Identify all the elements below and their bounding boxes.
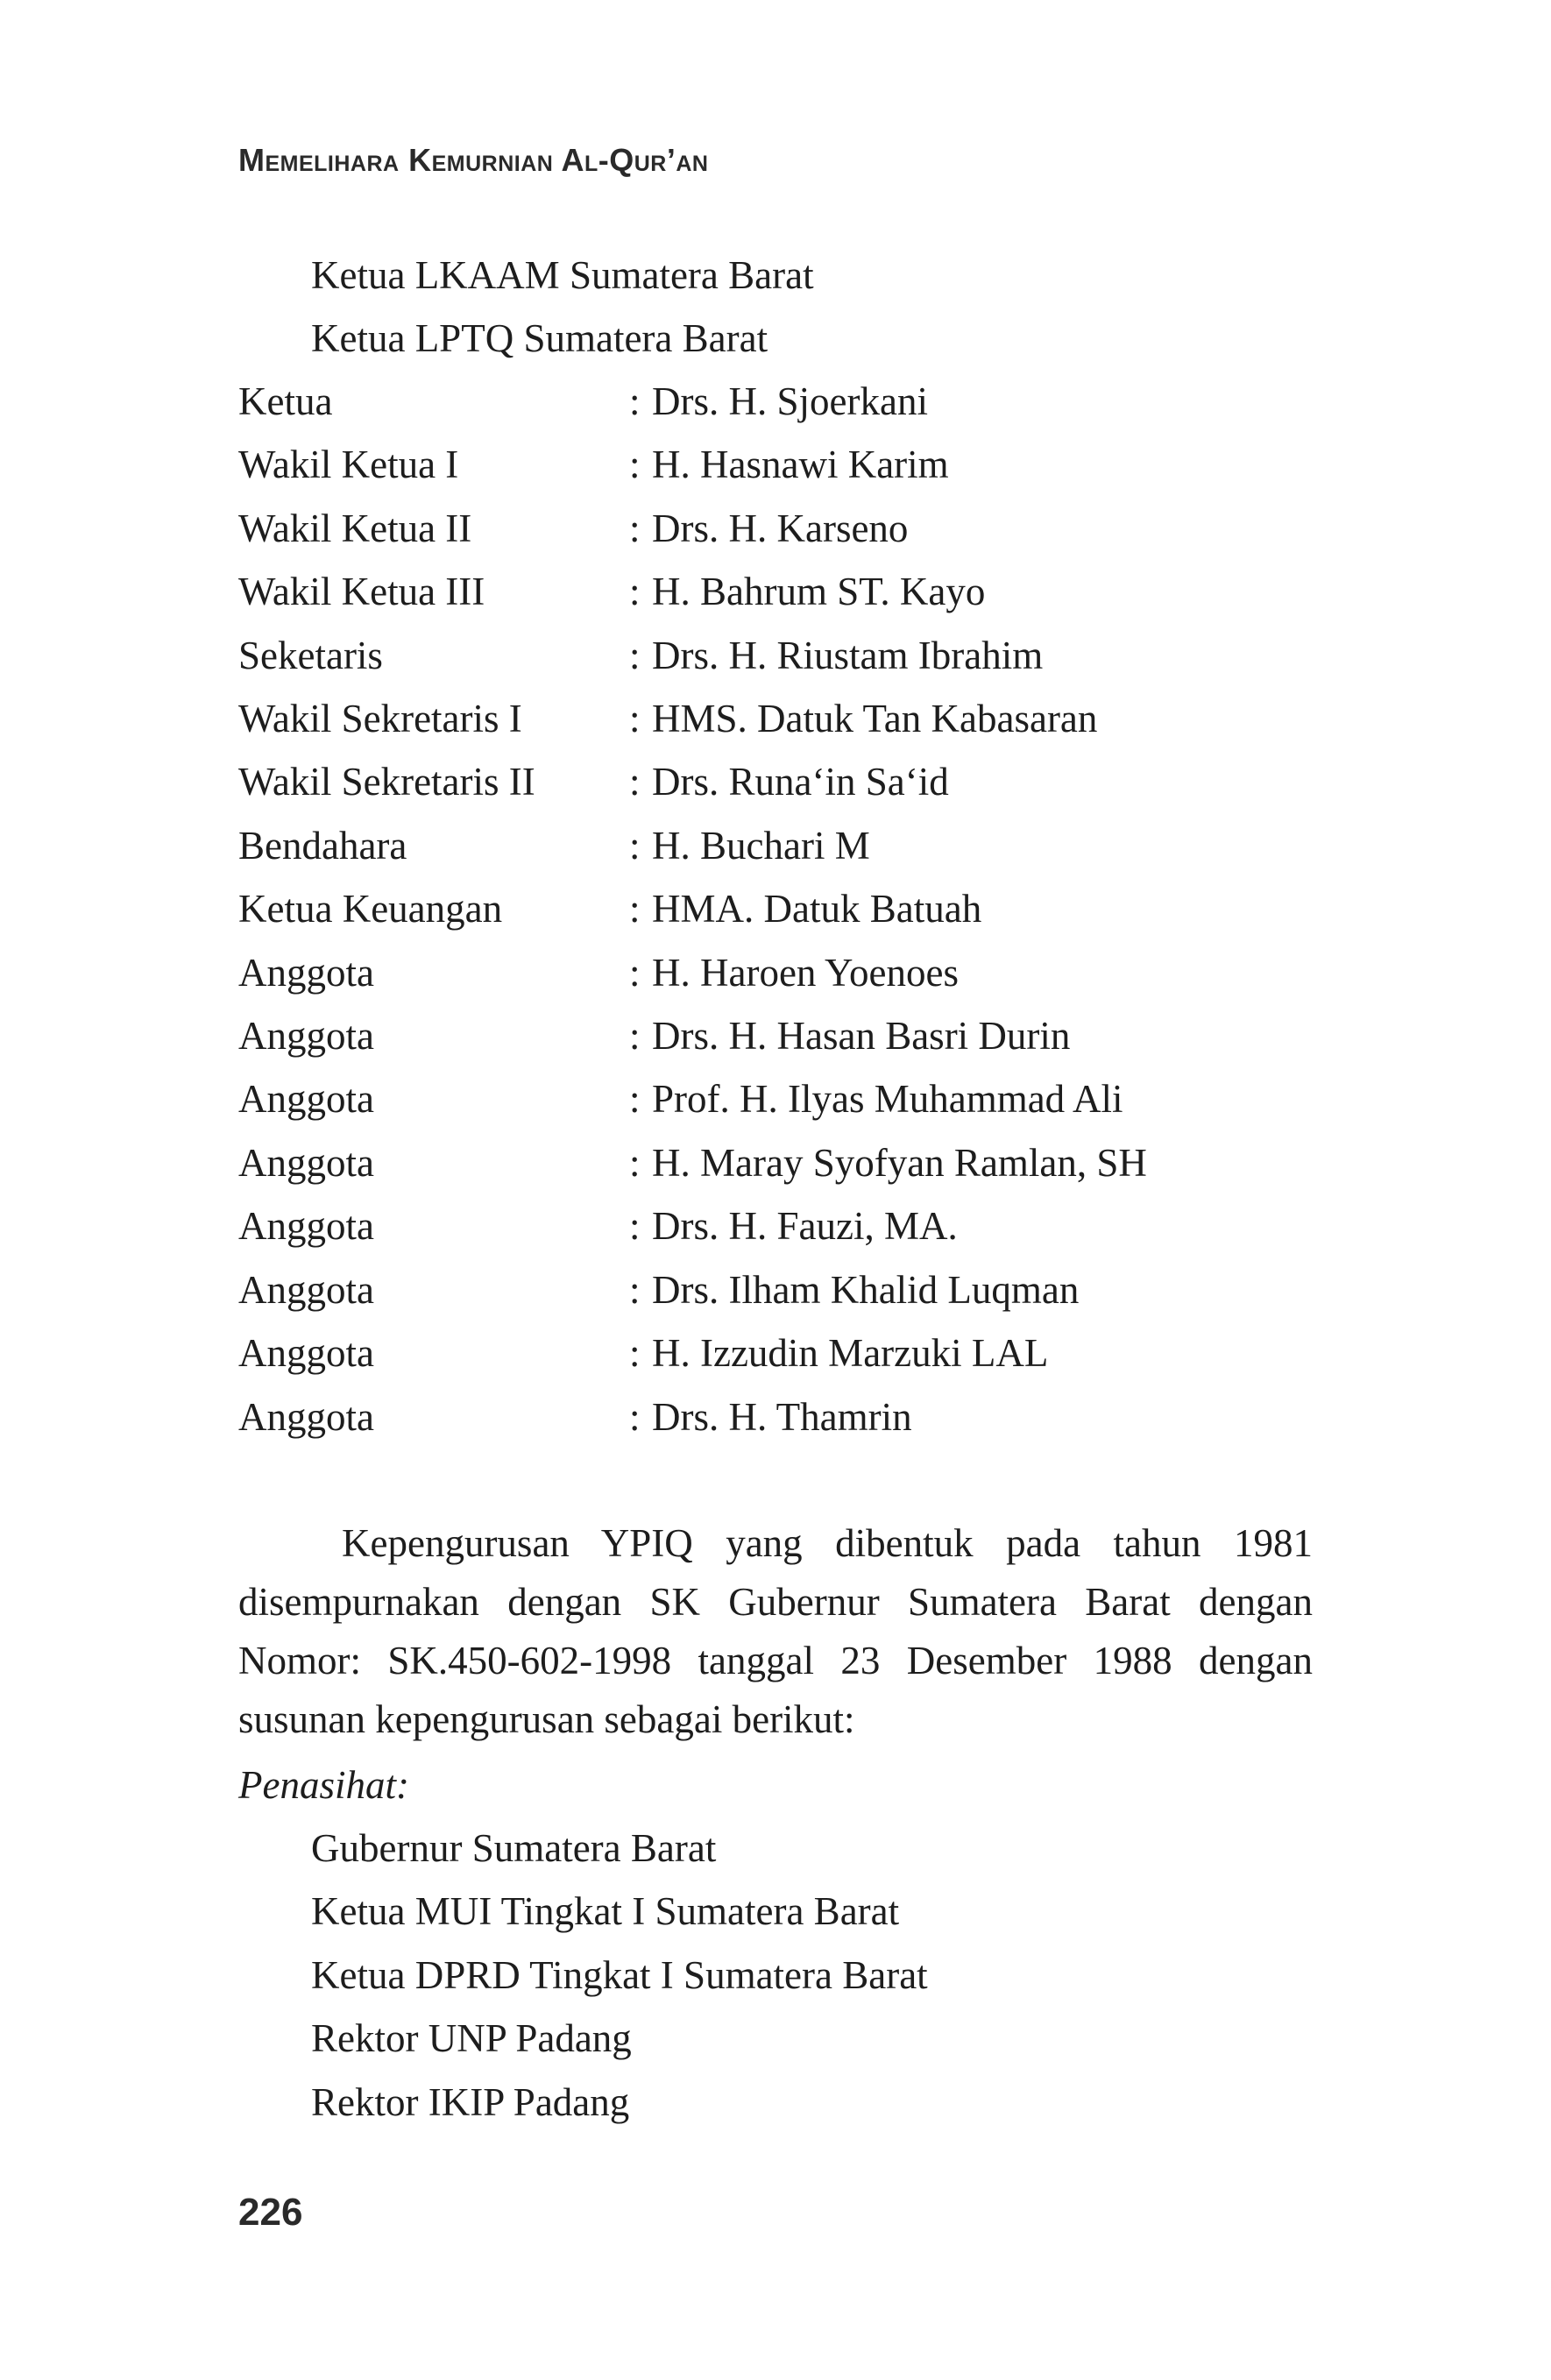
roster-name: HMS. Datuk Tan Kabasaran [652,697,1098,741]
roster-name: Drs. H. Fauzi, MA. [652,1204,958,1249]
committee-roster [238,370,1147,1449]
roster-name: H. Buchari M [652,823,870,868]
roster-role: Anggota [238,1204,374,1249]
roster-name: Drs. H. Karseno [652,506,909,550]
roster-name: Drs. H. Sjoerkani [652,379,928,423]
roster-separator: : [629,1204,641,1249]
roster-role: Ketua Keuangan [238,887,503,931]
roster-separator: : [629,950,641,995]
roster-role: Wakil Ketua III [238,570,485,614]
roster-row [238,1321,1147,1385]
roster-row [238,814,1147,877]
roster-separator: : [629,887,641,931]
roster-row [238,433,1147,496]
advisor-item: Rektor IKIP Padang [311,2079,630,2124]
roster-separator: : [629,823,641,868]
roster-separator: : [629,1394,641,1439]
roster-role: Wakil Sekretaris I [238,697,522,741]
intro-line: Ketua LPTQ Sumatera Barat [311,316,768,361]
roster-row [238,497,1147,560]
roster-role: Wakil Ketua I [238,443,459,487]
advisor-item: Rektor UNP Padang [311,2016,632,2061]
roster-separator: : [629,1140,641,1185]
roster-name: H. Bahrum ST. Kayo [652,570,986,614]
roster-name: Drs. H. Hasan Basri Durin [652,1014,1071,1059]
roster-role: Anggota [238,1140,374,1185]
roster-row [238,750,1147,813]
roster-row [238,370,1147,433]
roster-role: Anggota [238,950,374,995]
roster-row [238,877,1147,940]
roster-separator: : [629,506,641,550]
roster-role: Anggota [238,1394,374,1439]
roster-row [238,560,1147,623]
roster-name: Drs. H. Riustam Ibrahim [652,633,1044,677]
roster-name: Drs. Ilham Khalid Luqman [652,1267,1080,1312]
roster-role: Wakil Ketua II [238,506,472,550]
roster-separator: : [629,379,641,423]
roster-row [238,1194,1147,1257]
page-number: 226 [238,2191,303,2234]
roster-row [238,1131,1147,1194]
roster-separator: : [629,1331,641,1376]
roster-role: Ketua [238,379,333,423]
roster-name: H. Izzudin Marzuki LAL [652,1331,1049,1376]
roster-separator: : [629,1014,641,1059]
roster-separator: : [629,570,641,614]
body-paragraph: Kepengurusan YPIQ yang dibentuk pada tahun 1981 disempurnakan dengan SK Gubernur Sumatera Barat dengan Nomor: SK.450-602-1998 tanggal 23 Desember 1988 dengan susunan kepengurusan sebagai berikut: [238,1521,1313,1741]
roster-name: Drs. Runa‘in Sa‘id [652,760,949,804]
roster-name: H. Maray Syofyan Ramlan, SH [652,1140,1147,1185]
roster-separator: : [629,633,641,677]
advisor-item: Gubernur Sumatera Barat [311,1826,717,1870]
roster-row [238,1004,1147,1067]
roster-role: Anggota [238,1077,374,1122]
roster-role: Wakil Sekretaris II [238,760,535,804]
roster-separator: : [629,1267,641,1312]
roster-separator: : [629,1077,641,1122]
advisor-item: Ketua MUI Tingkat I Sumatera Barat [311,1889,900,1934]
roster-role: Seketaris [238,633,383,677]
roster-role: Anggota [238,1331,374,1376]
roster-separator: : [629,443,641,487]
running-header: Memelihara Kemurnian Al-Qur’an [238,142,709,178]
roster-row [238,624,1147,687]
roster-row [238,1385,1147,1449]
roster-row [238,1067,1147,1130]
roster-role: Bendahara [238,823,407,868]
roster-name: H. Haroen Yoenoes [652,950,959,995]
roster-row [238,941,1147,1004]
intro-lines [311,244,814,371]
roster-role: Anggota [238,1267,374,1312]
intro-line: Ketua LKAAM Sumatera Barat [311,253,814,297]
advisor-item: Ketua DPRD Tingkat I Sumatera Barat [311,1952,928,1997]
roster-name: HMA. Datuk Batuah [652,887,982,931]
roster-name: Drs. H. Thamrin [652,1394,912,1439]
roster-separator: : [629,697,641,741]
advisors-list [311,1817,928,2134]
roster-name: Prof. H. Ilyas Muhammad Ali [652,1077,1123,1122]
roster-separator: : [629,760,641,804]
advisors-heading: Penasihat: [238,1763,409,1807]
roster-role: Anggota [238,1014,374,1059]
roster-row [238,687,1147,750]
roster-row [238,1258,1147,1321]
roster-name: H. Hasnawi Karim [652,443,949,487]
